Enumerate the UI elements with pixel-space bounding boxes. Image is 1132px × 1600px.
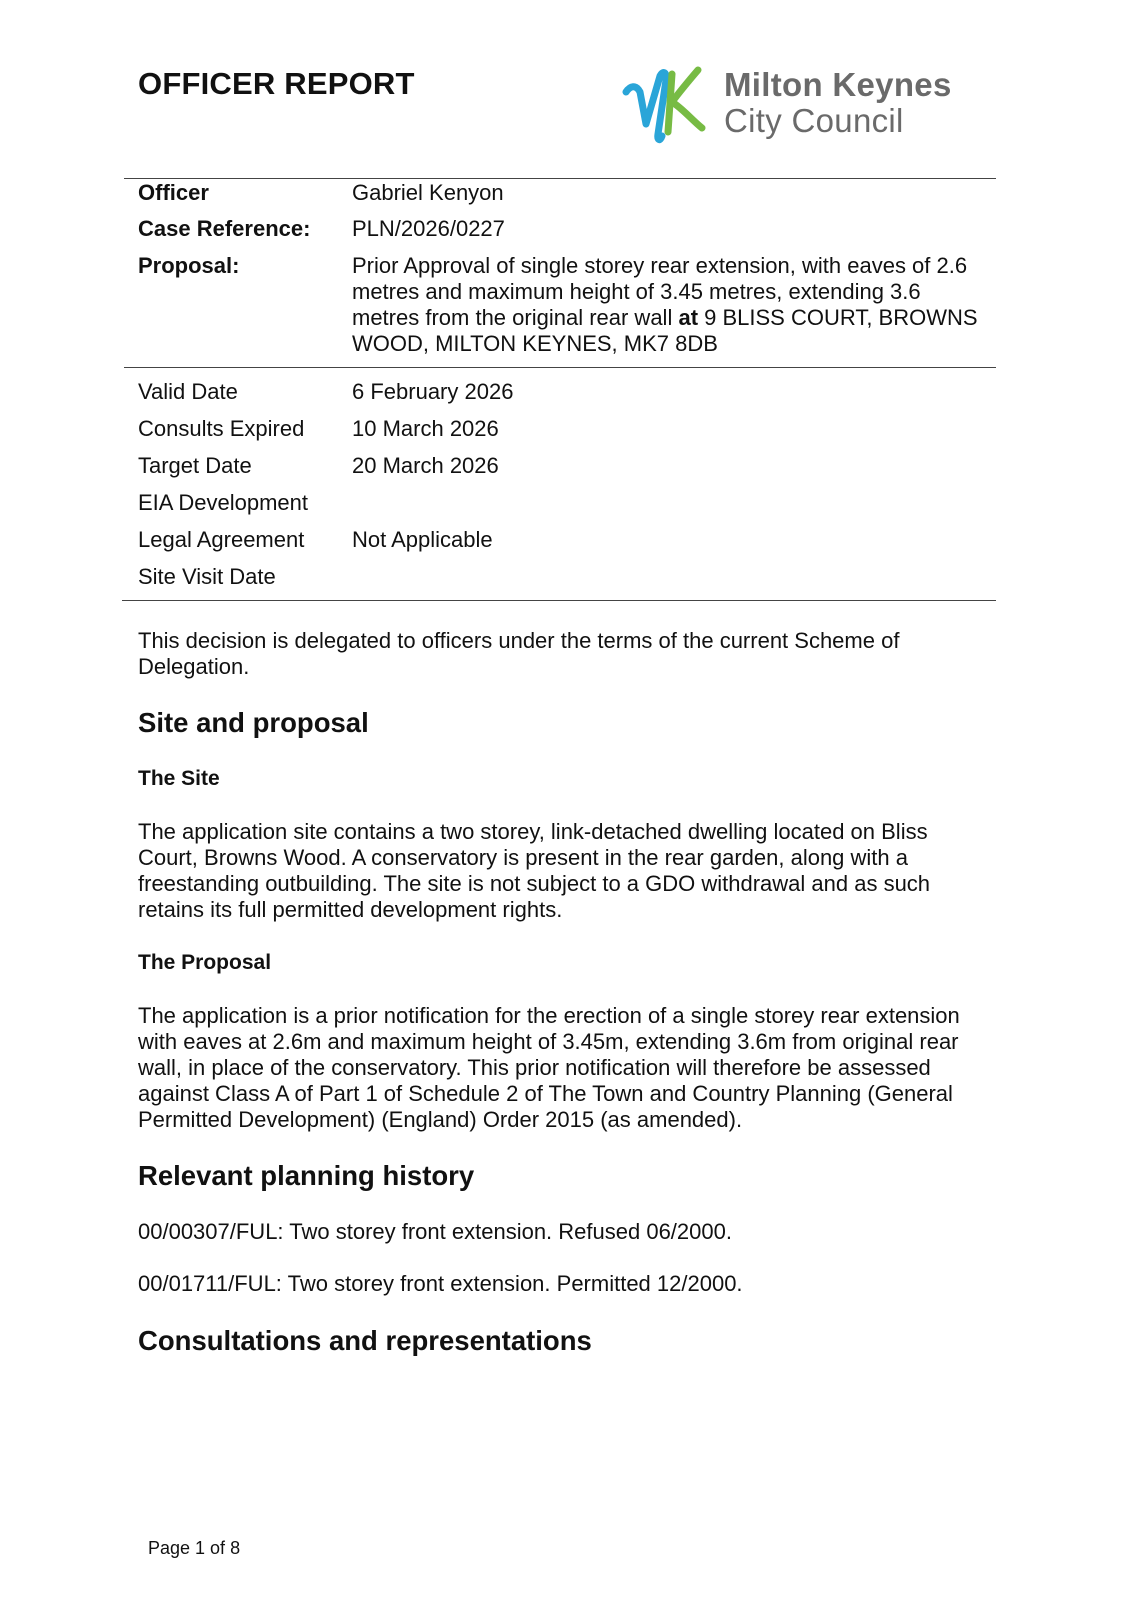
legal-agreement-value: Not Applicable (352, 527, 493, 552)
case-reference-label: Case Reference: (138, 216, 311, 241)
page-number: Page 1 of 8 (148, 1538, 241, 1558)
proposal-label: Proposal: (138, 253, 240, 278)
target-date-label: Target Date (138, 453, 252, 478)
valid-date-value: 6 February 2026 (352, 379, 514, 404)
history-heading: Relevant planning history (138, 1160, 475, 1191)
consults-expired-label: Consults Expired (138, 416, 305, 441)
council-logo (620, 62, 1000, 147)
site-proposal-heading: Site and proposal (138, 707, 369, 738)
target-date-value: 20 March 2026 (352, 453, 499, 478)
history-item: 00/01711/FUL: Two storey front extension. Permitted 12/2000. (138, 1271, 743, 1296)
proposal-text: The application is a prior notification for the erection of a single storey rear extension with eaves at 2.6m and maximum height of 3.45m, extending 3.6m from original rear wall, in place of the conservatory. This prior notification will therefore be assessed against Class A of Part 1 of Schedule 2 of The Town and Country Planning (General Permitted Development) (England) Order 2015 (as amended). (138, 1003, 960, 1132)
delegation-text: This decision is delegated to officers under the terms of the current Scheme of Delegation. (138, 628, 900, 679)
divider (122, 600, 996, 601)
proposal-at: at (678, 305, 699, 330)
site-text: The application site contains a two storey, link-detached dwelling located on Bliss Court, Browns Wood. A conservatory is present in the rear garden, along with a freestanding outbuilding. The site is not subject to a GDO withdrawal and as such retains its full permitted development rights. (138, 819, 931, 922)
divider (124, 178, 996, 179)
proposal-value (352, 253, 982, 357)
divider (124, 367, 996, 368)
valid-date-label: Valid Date (138, 379, 238, 404)
officer-value: Gabriel Kenyon (352, 180, 504, 205)
logo-line2: City Council (724, 102, 904, 139)
eia-development-label: EIA Development (138, 490, 308, 515)
legal-agreement-label: Legal Agreement (138, 527, 305, 552)
report-title: OFFICER REPORT (138, 66, 415, 101)
consults-expired-value: 10 March 2026 (352, 416, 499, 441)
proposal-address: 9 BLISS COURT, BROWNS WOOD, MILTON KEYNES, MK7 8DB (352, 305, 978, 356)
history-item: 00/00307/FUL: Two storey front extension. Refused 06/2000. (138, 1219, 732, 1244)
proposal-text: Prior Approval of single storey rear extension, with eaves of 2.6 metres and maximum height of 3.45 metres, extending 3.6 metres from the original rear wall (352, 253, 968, 330)
mk-logo-icon (620, 62, 720, 147)
case-reference-value: PLN/2026/0227 (352, 216, 505, 241)
consultations-heading: Consultations and representations (138, 1325, 592, 1356)
proposal-heading: The Proposal (138, 951, 272, 974)
site-visit-date-label: Site Visit Date (138, 564, 276, 589)
site-heading: The Site (138, 767, 220, 790)
officer-label: Officer (138, 180, 209, 205)
logo-line1: Milton Keynes (724, 66, 952, 103)
